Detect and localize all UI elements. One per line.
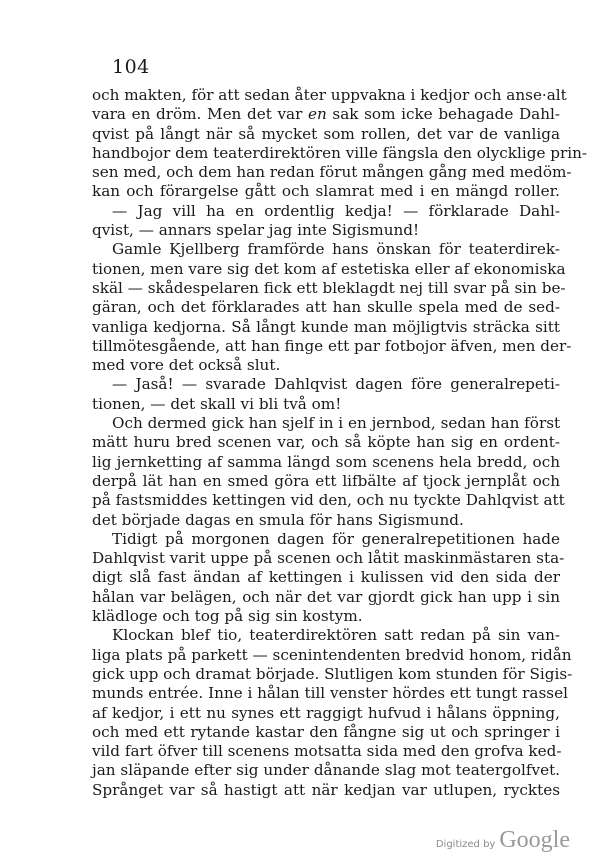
body-text (92, 86, 588, 800)
text-line: klädloge och tog på sig sin kostym. (92, 607, 363, 626)
text-line: munds entrée. Inne i hålan till venster hördes ett tungt rassel (92, 684, 568, 703)
text-line: vara en dröm. Men det var en sak som icke behagade Dahl- (92, 105, 560, 124)
text-line: af kedjor, i ett nu synes ett raggigt hufvud i hålans öppning, (92, 703, 560, 722)
text-line: qvist, — annars spelar jag inte Sigismund! (92, 221, 420, 240)
text-line: skäl — skådespelaren fick ett bleklagdt nej till svar på sin be- (92, 278, 566, 297)
google-logo: Google (499, 827, 570, 853)
text-line: med vore det också slut. (92, 356, 281, 375)
text-line: på fastsmiddes kettingen vid den, och nu tyckte Dahlqvist att (92, 491, 565, 510)
text-line: derpå lät han en smed göra ett lifbälte af tjock jernplåt och (92, 471, 560, 490)
text-line: vanliga kedjorna. Så långt kunde man möjligtvis sträcka sitt (92, 317, 560, 336)
text-line: Språnget var så hastigt att när kedjan var utlupen, rycktes (92, 780, 560, 799)
text-line: Gamle Kjellberg framförde hans önskan för teaterdirek- (112, 240, 560, 259)
text-line: tionen, men vare sig det kom af estetiska eller af ekonomiska (92, 259, 566, 278)
text-line: Dahlqvist varit uppe på scenen och låtit maskinmästaren sta- (92, 549, 565, 568)
text-line: gick upp och dramat började. Slutligen kom stunden för Sigis- (92, 664, 573, 683)
text-line: — Jaså! — svarade Dahlqvist dagen före generalrepeti- (112, 375, 560, 394)
text-line: mätt huru bred scenen var, och så köpte han sig en ordent- (92, 433, 560, 452)
text-line: kan och förargelse gått och slamrat med i en mängd roller. (92, 182, 560, 201)
text-line: digt slå fast ändan af kettingen i kulissen vid den sida der (92, 568, 560, 587)
text-line: qvist på långt när så mycket som rollen, det var de vanliga (92, 124, 560, 143)
text-line: gäran, och det förklarades att han skulle spela med de sed- (92, 298, 560, 317)
text-line: och makten, för att sedan åter uppvakna i kedjor och anse·alt (92, 86, 567, 104)
text-line: vild fart öfver till scenens motsatta sida med den grofva ked- (92, 742, 562, 761)
text-line: Och dermed gick han sjelf in i en jernbod, sedan han först (112, 414, 561, 433)
emphasis: en (308, 105, 327, 124)
text-line: jan släpande efter sig under dånande slag mot teatergolfvet. (92, 761, 560, 780)
text-line: sen med, och dem han redan förut mången gång med medöm- (92, 163, 572, 182)
digitized-by-label: Digitized by (435, 839, 496, 850)
text-line: tillmötesgående, att han finge ett par fotbojor äfven, men der- (92, 336, 572, 355)
page-number: 104 (112, 56, 150, 78)
text-line: Klockan blef tio, teaterdirektören satt redan på sin van- (112, 626, 560, 645)
digitization-watermark (436, 827, 570, 854)
text-line: och med ett rytande kastar den fångne sig ut och springer i (92, 722, 560, 741)
text-line: Tidigt på morgonen dagen för generalrepetitionen hade (112, 529, 560, 548)
text-line: lig jernketting af samma längd som scenens hela bredd, och (92, 452, 560, 471)
text-line: tionen, — det skall vi bli två om! (92, 394, 342, 413)
text-line: det började dagas en smula för hans Sigismund. (92, 510, 464, 529)
text-line: hålan var belägen, och när det var gjordt gick han upp i sin (92, 587, 560, 606)
text-line: liga plats på parkett — scenintendenten bredvid honom, ridån (92, 645, 572, 664)
text-line: handbojor dem teaterdirektören ville fängsla den olycklige prin- (92, 143, 588, 162)
text-line: — Jag vill ha en ordentlig kedja! — förklarade Dahl- (112, 201, 560, 220)
